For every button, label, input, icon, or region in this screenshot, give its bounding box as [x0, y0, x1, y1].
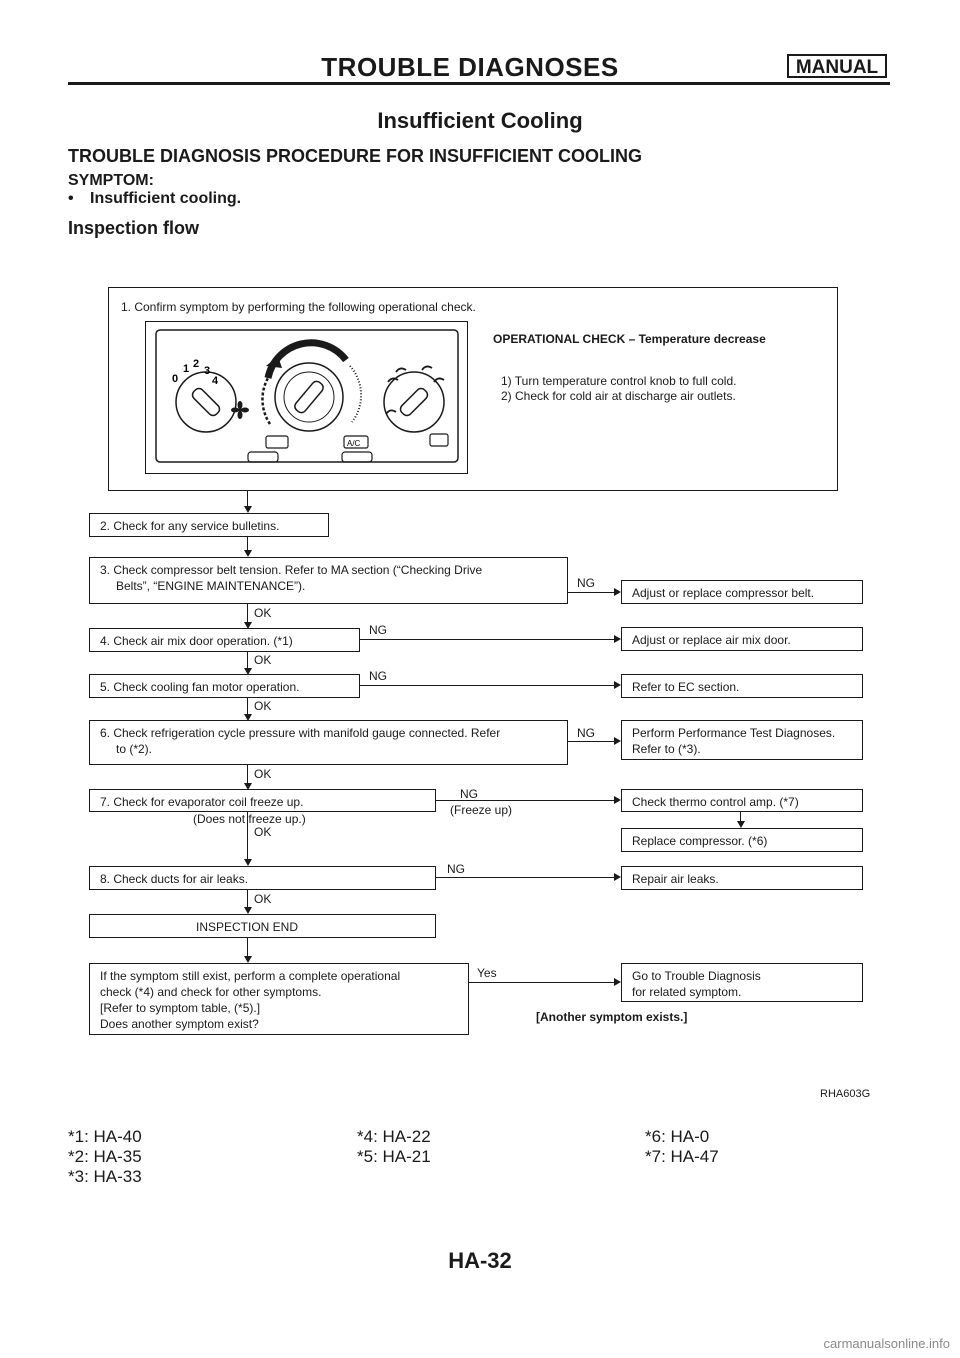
step7-freeze-label: (Freeze up)	[450, 803, 513, 817]
op-check-line2: 2) Check for cold air at discharge air outlets.	[501, 389, 736, 403]
final-line4: Does another symptom exist?	[100, 1017, 259, 1031]
step5-ng-label: NG	[369, 669, 387, 683]
reference-item: *6: HA-0	[645, 1127, 710, 1146]
step7-ng-box	[621, 789, 863, 812]
step3-line1: 3. Check compressor belt tension. Refer to MA section (“Checking Drive	[100, 563, 483, 577]
step8-ng-text: Repair air leaks.	[632, 872, 719, 886]
inspection-end-text: INSPECTION END	[196, 920, 299, 934]
symptom-item	[68, 190, 241, 208]
step1-text: 1. Confirm symptom by performing the following operational check.	[121, 300, 476, 314]
step7-no-freeze-label: (Does not freeze up.)	[193, 812, 306, 826]
page-title: Insufficient Cooling	[377, 108, 583, 133]
step5-text: 5. Check cooling fan motor operation.	[100, 680, 300, 694]
step8-ng-box	[621, 866, 863, 890]
manual-badge: MANUAL	[787, 54, 887, 78]
control-panel-icon	[146, 322, 466, 472]
symptom-label: SYMPTOM:	[68, 172, 154, 189]
step8-ok-label: OK	[254, 892, 272, 906]
reference-item: *7: HA-47	[645, 1147, 719, 1166]
step2-box	[89, 513, 329, 537]
rear-defrost-icon	[266, 436, 288, 448]
step6-ng-line2: Refer to (*3).	[632, 742, 701, 756]
step5-ng-box	[621, 674, 863, 698]
step8-text: 8. Check ducts for air leaks.	[100, 872, 249, 886]
step4-ng-text: Adjust or replace air mix door.	[632, 633, 791, 647]
control-panel-illustration	[145, 321, 468, 474]
final-yes-box	[621, 963, 863, 1002]
reference-item: *2: HA-35	[68, 1147, 142, 1166]
step6-ng-label: NG	[577, 726, 595, 740]
final-line3: [Refer to symptom table, (*5).]	[100, 1001, 261, 1015]
op-check-line1: 1) Turn temperature control knob to full cold.	[501, 374, 737, 388]
step3-ok-label: OK	[254, 606, 272, 620]
step7-ng2-box	[621, 828, 863, 852]
step4-ok-label: OK	[254, 653, 272, 667]
symptom-text: Insufficient cooling.	[90, 190, 242, 207]
step5-ok-label: OK	[254, 699, 272, 713]
fan-speed-0: 0	[172, 373, 179, 385]
step3-ng-text: Adjust or replace compressor belt.	[632, 586, 815, 600]
ac-label: A/C	[347, 439, 361, 448]
step6-ok-label: OK	[254, 767, 272, 781]
figure-code: RHA603G	[820, 1088, 871, 1100]
step7-ng-label: NG	[460, 787, 478, 801]
section-heading: TROUBLE DIAGNOSIS PROCEDURE FOR INSUFFICIENT COOLING	[68, 146, 643, 166]
inspection-end-box	[89, 914, 436, 938]
step8-ng-label: NG	[447, 862, 465, 876]
reference-item: *5: HA-21	[357, 1147, 431, 1166]
defrost-icon	[430, 434, 448, 446]
step5-box	[89, 674, 360, 698]
step3-box	[89, 557, 568, 604]
step3-ng-box	[621, 580, 863, 604]
another-symptom-label: [Another symptom exists.]	[536, 1010, 688, 1024]
step7-ng2-text: Replace compressor. (*6)	[632, 834, 768, 848]
step2-text: 2. Check for any service bulletins.	[100, 519, 280, 533]
step4-box	[89, 628, 360, 652]
step7-ok-label: OK	[254, 825, 272, 839]
step8-box	[89, 866, 436, 890]
step3-ng-label: NG	[577, 576, 595, 590]
fan-icon	[231, 401, 249, 419]
final-line1: If the symptom still exist, perform a complete operational	[100, 969, 401, 983]
final-yes-line1: Go to Trouble Diagnosis	[632, 969, 761, 983]
final-line2: check (*4) and check for other symptoms.	[100, 985, 322, 999]
ac-button-icon	[342, 452, 372, 462]
reference-item: *3: HA-33	[68, 1167, 142, 1186]
fan-speed-4: 4	[212, 375, 219, 387]
final-yes-label: Yes	[477, 966, 497, 980]
step7-box	[89, 789, 436, 812]
step5-ng-text: Refer to EC section.	[632, 680, 740, 694]
step6-ng-box	[621, 720, 863, 760]
step4-ng-label: NG	[369, 623, 387, 637]
step3-line2: Belts”, “ENGINE MAINTENANCE”).	[116, 579, 306, 593]
step4-ng-box	[621, 627, 863, 651]
step6-ng-line1: Perform Performance Test Diagnoses.	[632, 726, 836, 740]
recirc-button-icon	[248, 452, 278, 462]
step7-ng-text: Check thermo control amp. (*7)	[632, 795, 799, 809]
final-question-box	[89, 963, 469, 1035]
step7-text: 7. Check for evaporator coil freeze up.	[100, 795, 304, 809]
header-rule	[68, 82, 890, 85]
watermark: carmanualsonline.info	[823, 1336, 950, 1351]
final-yes-line2: for related symptom.	[632, 985, 742, 999]
reference-item: *4: HA-22	[357, 1127, 431, 1146]
step6-box	[89, 720, 568, 765]
step4-text: 4. Check air mix door operation. (*1)	[100, 634, 293, 648]
op-check-title: OPERATIONAL CHECK – Temperature decrease	[493, 332, 766, 346]
fan-speed-2: 2	[193, 358, 200, 370]
bullet-icon: •	[68, 190, 74, 207]
step6-line2: to (*2).	[116, 742, 153, 756]
page-number: HA-32	[448, 1248, 512, 1273]
fan-speed-3: 3	[204, 365, 211, 377]
header-title: TROUBLE DIAGNOSES	[321, 52, 619, 82]
flow-heading: Inspection flow	[68, 218, 200, 238]
fan-speed-1: 1	[183, 363, 190, 375]
step1-box	[108, 287, 838, 491]
step6-line1: 6. Check refrigeration cycle pressure with manifold gauge connected. Refer	[100, 726, 501, 740]
reference-item: *1: HA-40	[68, 1127, 142, 1146]
